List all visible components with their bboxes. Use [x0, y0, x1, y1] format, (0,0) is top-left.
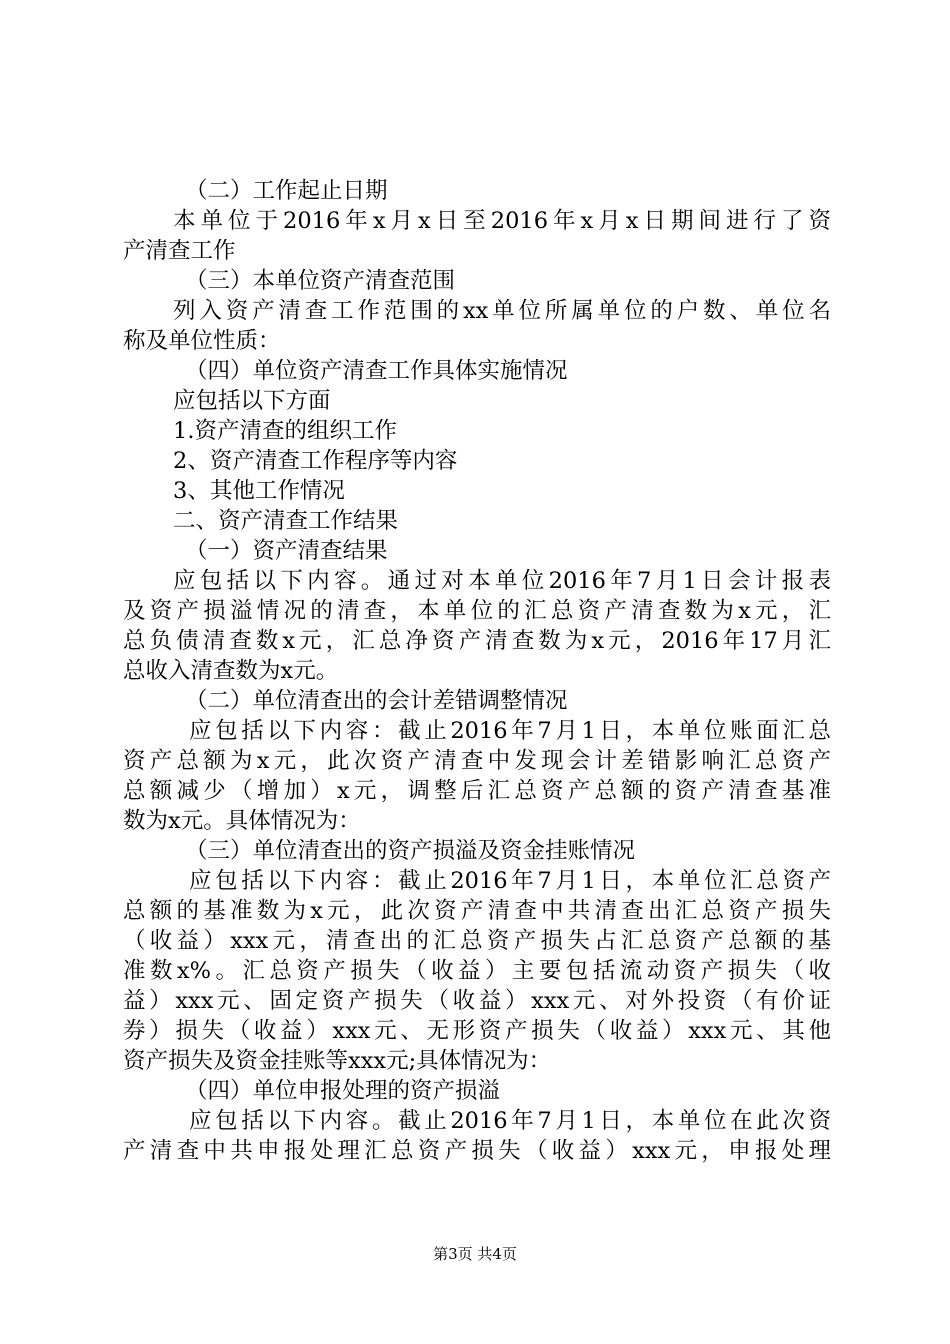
text-line: 总收入清查数为x元。	[123, 658, 339, 684]
text-line: 资产损失及资金挂账等xxx元;具体情况为：	[123, 1048, 552, 1074]
text-line: （三）单位清查出的资产损溢及资金挂账情况	[185, 838, 636, 864]
text-line: 应包括以下内容：截止2016年7月1日，本单位账面汇总	[189, 718, 831, 744]
text-line: （四）单位申报处理的资产损溢	[185, 1078, 501, 1104]
text-line: 二、资产清查工作结果	[173, 508, 399, 534]
text-line: 应包括以下内容。通过对本单位2016年7月1日会计报表	[173, 568, 831, 594]
text-line: 列入资产清查工作范围的xx单位所属单位的户数、单位名	[173, 298, 831, 324]
text-line: 总负债清查数x元，汇总净资产清查数为x元，2016年17月汇	[123, 628, 831, 654]
text-line: 3、其他工作情况	[173, 478, 345, 504]
text-line: 准数x%。汇总资产损失（收益）主要包括流动资产损失（收	[123, 958, 831, 984]
text-line: 总额的基准数为x元，此次资产清查中共清查出汇总资产损失	[123, 898, 831, 924]
page-footer: 第3页 共4页	[433, 1245, 517, 1263]
text-line: 产清查中共申报处理汇总资产损失（收益）xxx元，申报处理	[123, 1138, 831, 1164]
text-line: （二）单位清查出的会计差错调整情况	[185, 688, 568, 714]
text-line: 资产总额为x元，此次资产清查中发现会计差错影响汇总资产	[123, 748, 831, 774]
text-line: 应包括以下方面	[173, 388, 331, 414]
document-body	[123, 176, 831, 1166]
text-line: 总额减少（增加）x元，调整后汇总资产总额的资产清查基准	[123, 778, 831, 804]
text-line: 称及单位性质：	[123, 328, 281, 354]
text-line: 产清查工作	[123, 238, 236, 264]
text-line: （二）工作起止日期	[185, 178, 388, 204]
text-line: （三）本单位资产清查范围	[185, 268, 456, 294]
text-line: 数为x元。具体情况为：	[123, 808, 361, 834]
text-line: 本单位于2016年x月x日至2016年x月x日期间进行了资	[173, 208, 831, 234]
text-line: （四）单位资产清查工作具体实施情况	[185, 358, 568, 384]
text-line: 2、资产清查工作程序等内容	[173, 448, 458, 474]
text-line: 券）损失（收益）xxx元、无形资产损失（收益）xxx元、其他	[123, 1018, 831, 1044]
text-line: 应包括以下内容：截止2016年7月1日，本单位汇总资产	[189, 868, 831, 894]
text-line: （一）资产清查结果	[185, 538, 388, 564]
text-line: （收益）xxx元，清查出的汇总资产损失占汇总资产总额的基	[123, 928, 831, 954]
text-line: 及资产损溢情况的清查，本单位的汇总资产清查数为x元，汇	[123, 598, 831, 624]
text-line: 1.资产清查的组织工作	[173, 418, 397, 444]
text-line: 益）xxx元、固定资产损失（收益）xxx元、对外投资（有价证	[123, 988, 831, 1014]
text-line: 应包括以下内容。截止2016年7月1日，本单位在此次资	[189, 1108, 831, 1134]
